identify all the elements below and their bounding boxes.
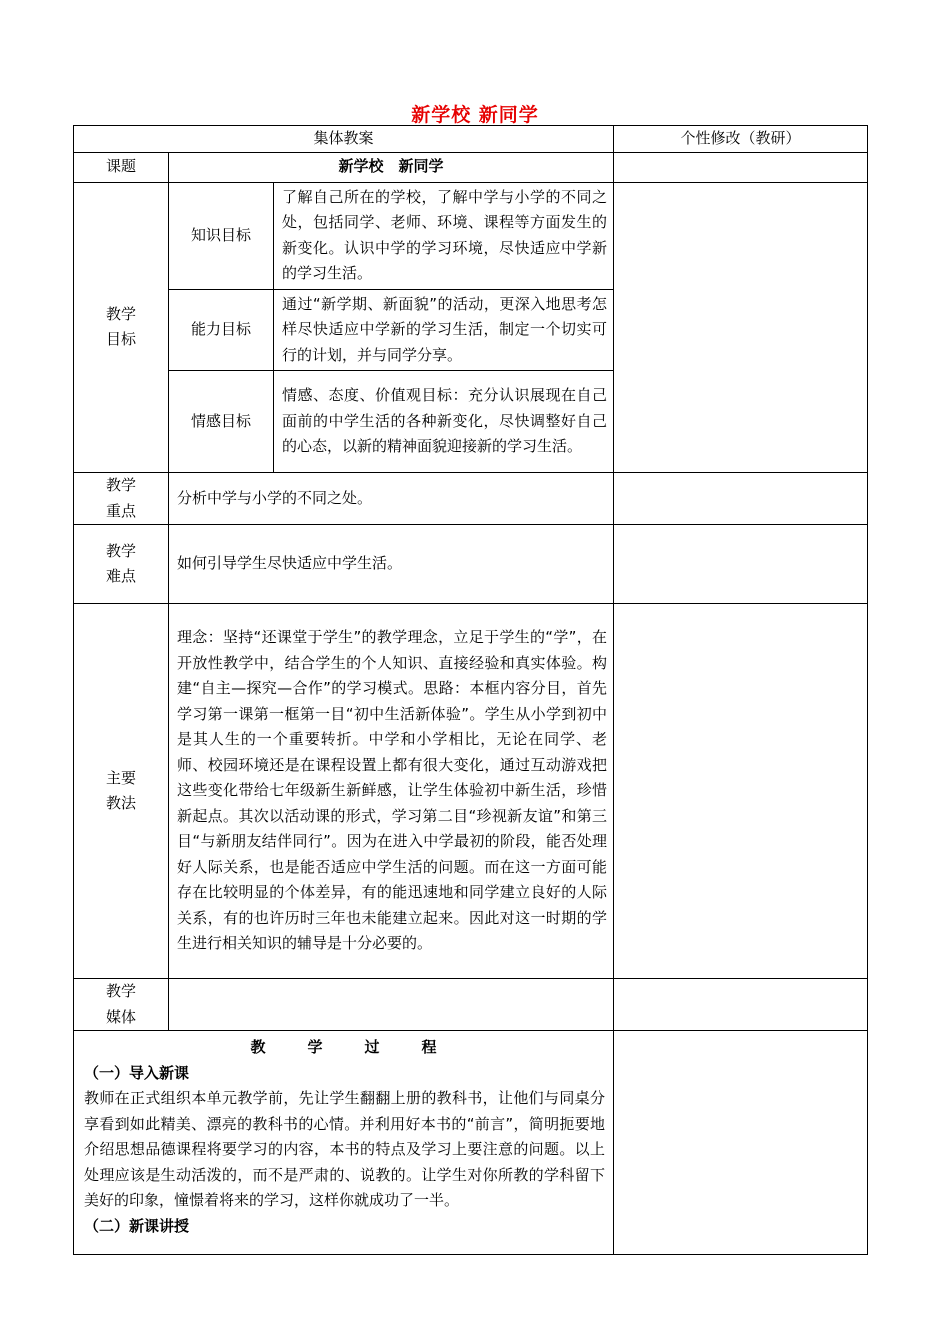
objective-knowledge-row bbox=[74, 182, 868, 289]
topic-label: 课题 bbox=[74, 152, 169, 182]
teaching-process-heading bbox=[84, 1035, 605, 1061]
media-revision-cell bbox=[614, 979, 868, 1031]
key-point-label: 教学 重点 bbox=[74, 473, 169, 525]
header-collective-plan: 集体教案 bbox=[74, 126, 614, 153]
media-row bbox=[74, 979, 868, 1031]
difficulty-revision-cell bbox=[614, 525, 868, 604]
difficulty-text: 如何引导学生尽快适应中学生活。 bbox=[169, 525, 614, 604]
objectives-label: 教学 目标 bbox=[74, 182, 169, 473]
emotion-objective-text: 情感、态度、价值观目标：充分认识展现在自己面前的中学生活的各种新变化，尽快调整好自己的心态，以新的精神面貌迎接新的学习生活。 bbox=[274, 371, 614, 473]
key-point-revision-cell bbox=[614, 473, 868, 525]
knowledge-objective-label: 知识目标 bbox=[169, 182, 274, 289]
process-row bbox=[74, 1031, 868, 1255]
header-personal-revision: 个性修改（教研） bbox=[614, 126, 868, 153]
topic-revision-cell bbox=[614, 152, 868, 182]
document-title: 新学校 新同学 bbox=[411, 104, 539, 126]
lesson-plan-table bbox=[73, 125, 868, 1255]
ability-objective-label: 能力目标 bbox=[169, 289, 274, 371]
header-row bbox=[74, 126, 868, 153]
topic-row bbox=[74, 152, 868, 182]
teaching-process-cell bbox=[74, 1031, 614, 1255]
knowledge-objective-text: 了解自己所在的学校，了解中学与小学的不同之处，包括同学、老师、环境、课程等方面发生的新变化。认识中学的学习环境，尽快适应中学新的学习生活。 bbox=[274, 182, 614, 289]
methods-revision-cell bbox=[614, 604, 868, 979]
methods-label: 主要 教法 bbox=[74, 604, 169, 979]
heading-char: 教 bbox=[250, 1038, 268, 1056]
section-import-title: （一）导入新课 bbox=[84, 1063, 190, 1082]
heading-char: 程 bbox=[421, 1038, 439, 1056]
section-import-text: 教师在正式组织本单元教学前，先让学生翻翻上册的教科书，让他们与同桌分享看到如此精美、漂亮的教科书的心情。并利用好本书的“前言”，简明扼要地介绍思想品德课程将要学习的内容，本书的特点及学习上要注意的问题。以上处理应该是生动活泼的，而不是严肃的、说教的。让学生对你所教的学科留下美好的印象，憧憬着将来的学习，这样你就成功了一半。 bbox=[84, 1089, 606, 1209]
ability-objective-text: 通过“新学期、新面貌”的活动，更深入地思考怎样尽快适应中学新的学习生活，制定一个切实可行的计划，并与同学分享。 bbox=[274, 289, 614, 371]
topic-value: 新学校 新同学 bbox=[169, 152, 614, 182]
emotion-objective-label: 情感目标 bbox=[169, 371, 274, 473]
heading-char: 过 bbox=[364, 1038, 382, 1056]
heading-char: 学 bbox=[307, 1038, 325, 1056]
section-new-lesson-title: （二）新课讲授 bbox=[84, 1216, 190, 1235]
methods-text: 理念：坚持“还课堂于学生”的教学理念，立足于学生的“学”，在开放性教学中，结合学生的个人知识、直接经验和真实体验。构建“自主—探究—合作”的学习模式。思路：本框内容分目，首先学习第一课第一框第一目“初中生活新体验”。学生从小学到初中是其人生的一个重要转折。中学和小学相比，无论在同学、老师、校园环境还是在课程设置上都有很大变化，通过互动游戏把这些变化带给七年级新生新鲜感，让学生体验初中新生活，珍惜新起点。其次以活动课的形式，学习第二目“珍视新友谊”和第三目“与新朋友结伴同行”。因为在进入中学最初的阶段，能否处理好人际关系，也是能否适应中学生活的问题。而在这一方面可能存在比较明显的个体差异，有的能迅速地和同学建立良好的人际关系，有的也许历时三年也未能建立起来。因此对这一时期的学生进行相关知识的辅导是十分必要的。 bbox=[169, 604, 614, 979]
media-text bbox=[169, 979, 614, 1031]
objectives-revision-cell bbox=[614, 182, 868, 473]
key-point-text: 分析中学与小学的不同之处。 bbox=[169, 473, 614, 525]
difficulty-label: 教学 难点 bbox=[74, 525, 169, 604]
media-label: 教学 媒体 bbox=[74, 979, 169, 1031]
key-point-row bbox=[74, 473, 868, 525]
process-revision-cell bbox=[614, 1031, 868, 1255]
difficulty-row bbox=[74, 525, 868, 604]
methods-row bbox=[74, 604, 868, 979]
